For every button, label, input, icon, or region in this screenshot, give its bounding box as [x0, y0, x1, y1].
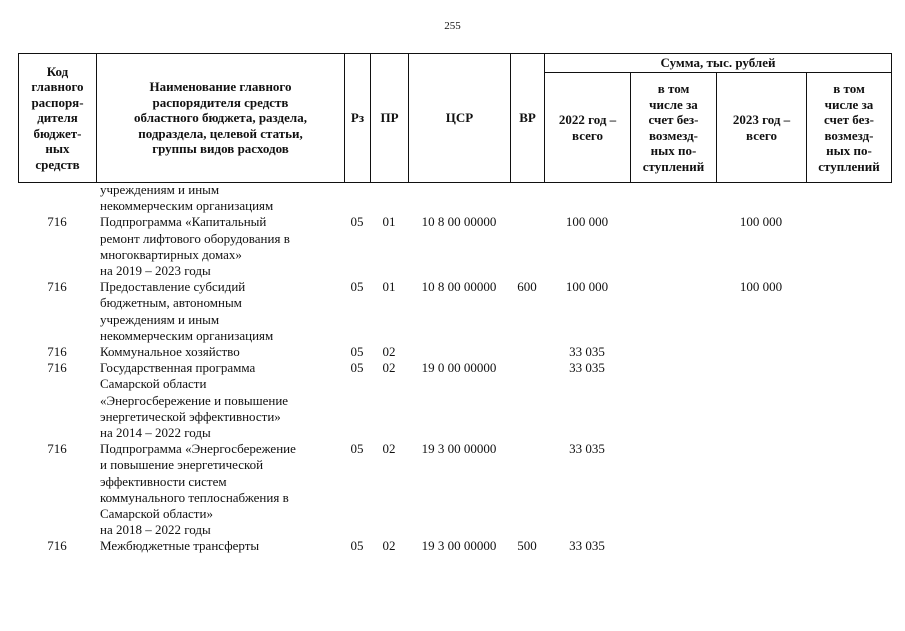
header-line: числе за: [824, 96, 874, 112]
header-line: распорядителя средств: [152, 94, 289, 110]
header-line: Наименование главного: [149, 79, 292, 95]
table-row: [18, 538, 891, 554]
header-line: возмезд-: [824, 127, 874, 143]
row-name-line: Государственная программа: [100, 360, 256, 376]
header-2023-bezv: [807, 73, 892, 183]
header-line: числе за: [649, 96, 698, 112]
row-csr: 19 0 00 00000: [421, 360, 497, 376]
header-line: ступлений: [642, 158, 705, 174]
header-line: ных: [45, 141, 70, 157]
row-name: [100, 214, 340, 279]
row-sum-2022: 33 035: [569, 360, 605, 376]
header-2022-bezv: [631, 73, 717, 183]
row-name-line: учреждениям и иным: [100, 311, 220, 327]
row-kod: 716: [47, 441, 67, 457]
table-row: [18, 214, 891, 279]
header-line: 2022 год –: [558, 112, 617, 127]
row-name: [100, 538, 340, 554]
table-row: [18, 279, 891, 344]
row-pr: 01: [382, 279, 396, 295]
row-csr: 10 8 00 00000: [421, 214, 497, 230]
row-name-line: Самарской области: [100, 376, 207, 392]
row-name-line: энергетической эффективности»: [100, 408, 281, 424]
row-rz: 05: [350, 214, 364, 230]
header-csr: ЦСР: [409, 54, 511, 183]
header-line: возмезд-: [649, 127, 698, 143]
row-kod: 716: [47, 344, 67, 360]
row-name-line: на 2018 – 2022 годы: [100, 522, 211, 538]
header-2023-total: [717, 73, 807, 183]
header-line: всего: [572, 127, 603, 143]
header-line: областного бюджета, раздела,: [134, 110, 307, 126]
row-vr: 600: [517, 279, 537, 295]
header-line: средств: [35, 156, 80, 172]
row-pr: 02: [382, 360, 396, 376]
row-sum-2022: 100 000: [565, 214, 609, 230]
table-header: [18, 53, 892, 183]
header-2022-total: [545, 73, 631, 183]
row-pr: 01: [382, 214, 396, 230]
row-name-line: ремонт лифтового оборудования в: [100, 230, 290, 246]
row-name: [100, 279, 340, 344]
row-csr: 19 3 00 00000: [421, 538, 497, 554]
header-line: счет без-: [824, 112, 874, 127]
header-kod: [19, 54, 97, 183]
header-line: в том: [833, 81, 865, 96]
header-line: распоря-: [31, 94, 84, 110]
table-row: [18, 182, 891, 214]
header-rz: Рз: [345, 54, 371, 183]
header-line: ступлений: [818, 158, 880, 174]
header-line: в том: [657, 81, 690, 96]
row-sum-2023: 100 000: [739, 214, 783, 230]
row-name-line: Коммунальное хозяйство: [100, 344, 240, 360]
row-name: [100, 360, 340, 441]
row-csr: 10 8 00 00000: [421, 279, 497, 295]
row-name-line: Подпрограмма «Капитальный: [100, 214, 267, 230]
header-name: [97, 54, 345, 183]
row-name-line: бюджетным, автономным: [100, 295, 242, 311]
row-name-line: на 2019 – 2023 годы: [100, 263, 211, 279]
row-name-line: некоммерческим организациям: [100, 198, 274, 214]
row-name-line: коммунального теплоснабжения в: [100, 489, 289, 505]
row-csr: 19 3 00 00000: [421, 441, 497, 457]
header-vr: ВР: [511, 54, 545, 183]
row-name-line: эффективности систем: [100, 473, 227, 489]
header-sum-title: Сумма, тыс. рублей: [545, 54, 892, 73]
table-row: [18, 360, 891, 441]
table-body: [18, 182, 891, 555]
table-row: [18, 441, 891, 538]
row-kod: 716: [47, 214, 67, 230]
row-name: [100, 344, 340, 360]
row-name-line: «Энергосбережение и повышение: [100, 392, 289, 408]
row-name-line: Межбюджетные трансферты: [100, 538, 260, 554]
header-line: главного: [31, 79, 84, 95]
header-line: дителя: [37, 110, 78, 126]
row-kod: 716: [47, 279, 67, 295]
header-line: группы видов расходов: [152, 141, 289, 157]
row-sum-2022: 33 035: [569, 441, 605, 457]
row-sum-2022: 33 035: [569, 538, 605, 554]
row-kod: 716: [47, 538, 67, 554]
row-rz: 05: [350, 538, 364, 554]
header-pr: ПР: [371, 54, 409, 183]
row-name-line: Подпрограмма «Энергосбережение: [100, 441, 296, 457]
header-line: подраздела, целевой статьи,: [138, 125, 303, 141]
row-name: [100, 441, 340, 538]
row-rz: 05: [350, 344, 364, 360]
page-number: 255: [444, 20, 461, 32]
row-name-line: Предоставление субсидий: [100, 279, 246, 295]
row-name-line: многоквартирных домах»: [100, 246, 242, 262]
row-sum-2022: 100 000: [565, 279, 609, 295]
row-name-line: учреждениям и иным: [100, 182, 220, 197]
header-line: ных по-: [650, 143, 697, 158]
row-rz: 05: [350, 441, 364, 457]
row-sum-2022: 33 035: [569, 344, 605, 360]
row-pr: 02: [382, 441, 396, 457]
header-line: всего: [746, 127, 777, 143]
row-sum-2023: 100 000: [739, 279, 783, 295]
header-line: счет без-: [648, 112, 699, 127]
row-kod: 716: [47, 360, 67, 376]
row-vr: 500: [517, 538, 537, 554]
row-rz: 05: [350, 279, 364, 295]
row-name-line: некоммерческим организациям: [100, 327, 274, 343]
table-row: [18, 344, 891, 360]
header-line: бюджет-: [33, 125, 82, 141]
header-line: 2023 год –: [732, 112, 791, 127]
row-pr: 02: [382, 538, 396, 554]
row-name-line: Самарской области»: [100, 506, 213, 522]
header-line: ных по-: [826, 143, 872, 158]
row-pr: 02: [382, 344, 396, 360]
row-name-line: и повышение энергетической: [100, 457, 264, 473]
row-name: [100, 182, 340, 214]
header-line: Код: [46, 63, 69, 79]
row-rz: 05: [350, 360, 364, 376]
row-name-line: на 2014 – 2022 годы: [100, 425, 211, 441]
